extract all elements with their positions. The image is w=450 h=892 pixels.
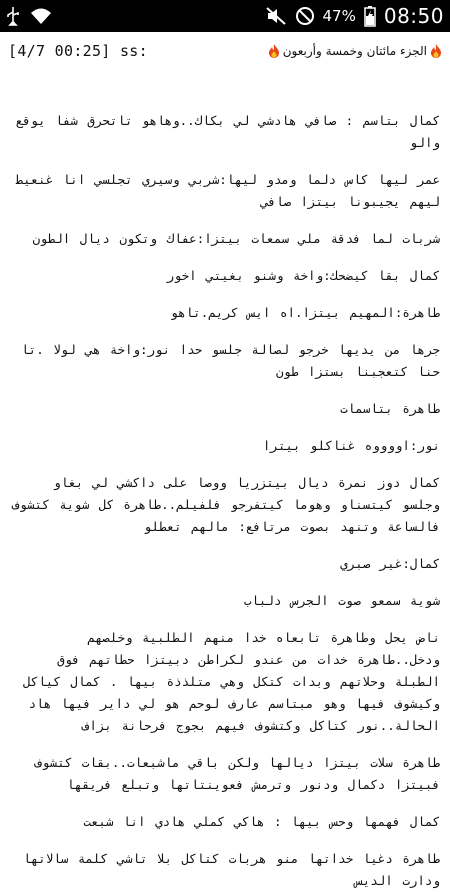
story-paragraph: طاهرة دغيا خداتها منو هربات كتاكل بلا تاشي كلمة سالاتها ودارت الديس (13, 851, 440, 888)
story-paragraph: كمال فهمها وحس بيها : هاكي كملي هادي انا شبعت (83, 814, 440, 829)
wifi-icon (30, 7, 52, 25)
do-not-disturb-icon (295, 6, 315, 26)
story-paragraph: كمال دوز نمرة ديال بيتزريا ووصا على داكشي لي بغاو وجلسو كيتسناو وهوما كيتفرجو فلفيلم..طاهرة كل شوية كتشوف فالساعة وتنهد بصوت مرتافع: مالهم تعطلو (2, 475, 440, 534)
message-header (0, 32, 450, 70)
mute-icon (265, 6, 287, 26)
status-bar (0, 0, 450, 32)
chapter-title (268, 44, 442, 58)
story-paragraph: شوية سمعو صوت الجرس دلباب (243, 593, 440, 608)
story-paragraph: كمال بتاسم : صافي هادشي لي بكاك..وهاهو تاتحرق شفا يوقع والو (6, 113, 440, 150)
story-paragraph: ناض يحل وطاهرة تابعاه خدا منهم الطلبية وخلصهم ودخل..طاهرة خدات من عندو لكراطن دبيتزا حطاتهم فوق الطبلة وحلاتهم وبدات كتكل وهي متلذذة بيها . كمال كياكل وكيشوف فيها وهو مبتاسم عارف لوحم هو لي داير فيها هاد الحالة..نور كتاكل وكتشوف فيهم بجوج فرحانة بزاف (13, 630, 440, 733)
battery-icon (364, 5, 376, 27)
story-paragraph: كمال بقا كيضحك:واخة وشنو بغيتي اخور (166, 268, 440, 283)
story-paragraph: عمر ليها كاس دلما ومدو ليها:شربي وسيري تجلسي انا غنعيط ليهم يجيبونا بيتزا صافي (6, 172, 440, 209)
story-paragraph: طاهرة:المهيم بيتزا.اه ايس كريم.تاهو (170, 305, 440, 320)
fire-icon (430, 44, 442, 58)
story-paragraph: شربات لما فدقة ملي سمعات بيتزا:عفاك وتكون ديال الطون (32, 231, 440, 246)
story-paragraph: جرها من يديها خرجو لصالة جلسو حدا نور:واخة هي لولا .تا حنا كتعجبنا بستزا طون (11, 342, 440, 379)
story-paragraph: نور:اووووه غناكلو بيترا (262, 438, 440, 453)
story-paragraph: طاهرة بتاسمات (340, 401, 440, 416)
battery-percent: 47% (322, 7, 356, 25)
story-paragraph: طاهرة سلات بيتزا ديالها ولكن باقي ماشبعات..بقات كتشوف فبيتزا دكمال ودنور وترمش فعوينتاتها وتبلع فريقها (25, 755, 440, 792)
usb-icon (6, 6, 20, 26)
story-paragraph: كمال:غير صبري (340, 556, 440, 571)
fire-icon (268, 44, 280, 58)
clock: 08:50 (383, 4, 444, 28)
message-body (0, 70, 450, 892)
chapter-title-text: الجزء مائتان وخمسة وأربعون (282, 44, 427, 58)
message-position: [4/7 00:25] ss: (8, 42, 148, 60)
